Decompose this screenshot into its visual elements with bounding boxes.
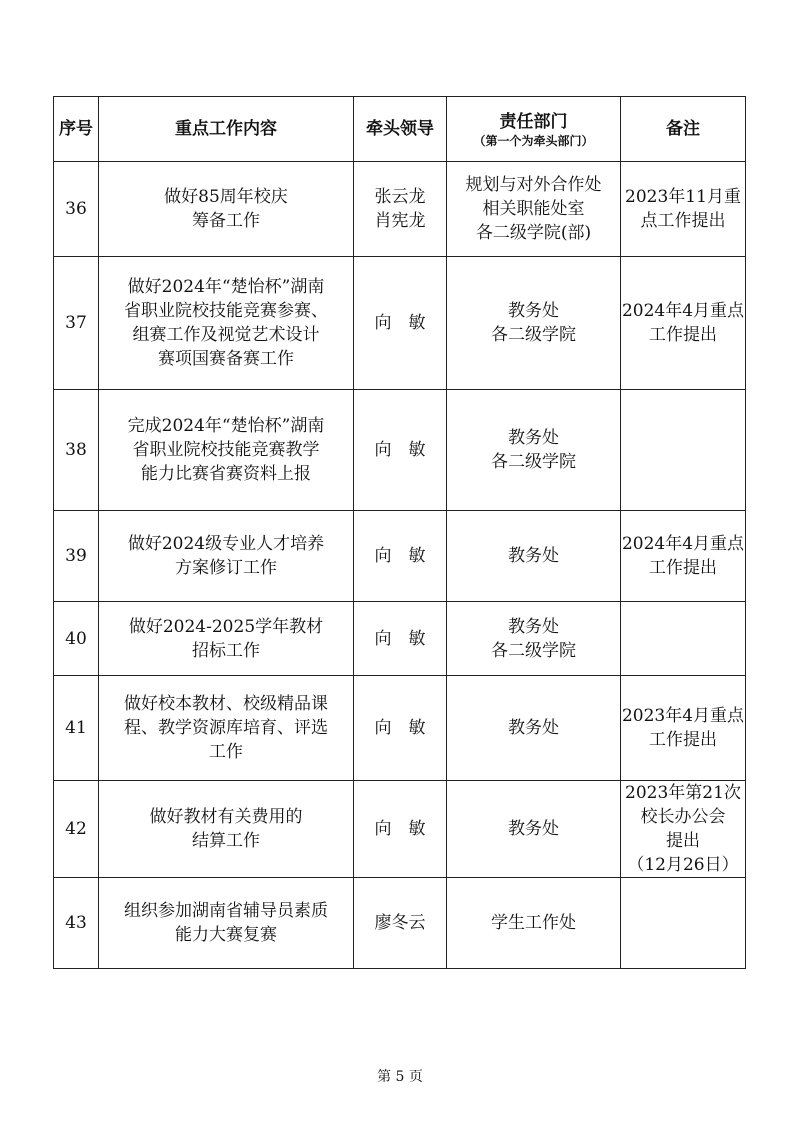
cell-remark: [621, 511, 746, 602]
cell-remark-line: 提出: [666, 831, 700, 851]
cell-remark: [621, 257, 746, 390]
cell-dept-line: 学生工作处: [491, 913, 576, 933]
cell-remark: [621, 878, 746, 969]
cell-remark-line: 2023年11月重: [625, 187, 741, 207]
cell-leader: [354, 511, 447, 602]
cell-content-line: 程、教学资源库培育、评选: [124, 718, 328, 738]
cell-leader-line: 向 敏: [374, 313, 426, 333]
cell-no: 39: [54, 511, 99, 602]
cell-leader: [354, 602, 447, 676]
cell-content: [99, 878, 354, 969]
cell-remark: [621, 162, 746, 257]
cell-content-line: 招标工作: [192, 640, 260, 661]
cell-leader-line: 向 敏: [374, 718, 426, 738]
cell-content-line: 能力比赛省赛资料上报: [141, 464, 311, 484]
header-row: [54, 97, 746, 162]
cell-no: 43: [54, 878, 99, 969]
table-row: [54, 676, 746, 781]
cell-remark-line: （12月26日）: [627, 855, 739, 875]
cell-leader: [354, 878, 447, 969]
table-body: [54, 162, 746, 969]
header-dept-note: （第一个为牵头部门）: [473, 133, 594, 148]
cell-content-line: 工作: [209, 742, 243, 762]
table-row: [54, 602, 746, 676]
cell-content-line: 做好教材有关费用的: [149, 807, 303, 827]
cell-remark: [621, 781, 746, 878]
table-row: [54, 781, 746, 878]
cell-no: 38: [54, 390, 99, 511]
cell-content: [99, 781, 354, 878]
cell-content-line: 能力大赛复赛: [175, 925, 277, 945]
cell-content-line: 组赛工作及视觉艺术设计: [132, 325, 320, 345]
cell-leader-line: 廖冬云: [374, 913, 426, 933]
cell-dept-line: 各二级学院: [491, 452, 576, 472]
cell-leader-line: 张云龙: [374, 187, 426, 207]
cell-content: [99, 390, 354, 511]
cell-dept: [447, 162, 621, 257]
cell-leader: [354, 162, 447, 257]
cell-remark-line: 2024年4月重点: [621, 534, 745, 554]
cell-remark: [621, 676, 746, 781]
cell-content-line: 做好校本教材、校级精品课: [124, 694, 328, 714]
cell-content-line: 省职业院校技能竞赛参赛、: [124, 301, 328, 321]
header-content: 重点工作内容: [99, 97, 354, 162]
cell-content-line: 做好2024-2025学年教材: [128, 616, 324, 637]
cell-dept: [447, 602, 621, 676]
table-row: [54, 878, 746, 969]
cell-content-line: 做好2024级专业人才培养: [127, 534, 325, 554]
cell-content: [99, 602, 354, 676]
cell-content-line: 完成2024年“楚怡杯”湖南: [127, 416, 325, 436]
cell-content-line: 赛项国赛备赛工作: [158, 349, 294, 369]
cell-remark-line: 2023年第21次: [625, 783, 741, 803]
header-remark: 备注: [621, 97, 746, 162]
cell-leader-line: 向 敏: [374, 819, 426, 839]
cell-content-line: 方案修订工作: [175, 558, 277, 578]
cell-remark: [621, 602, 746, 676]
cell-dept-line: 规划与对外合作处: [465, 175, 602, 195]
cell-leader: [354, 676, 447, 781]
cell-no: 36: [54, 162, 99, 257]
cell-content-line: 做好85周年校庆: [164, 187, 288, 207]
cell-no: 37: [54, 257, 99, 390]
cell-dept: [447, 781, 621, 878]
table-row: [54, 511, 746, 602]
cell-no: 40: [54, 602, 99, 676]
work-table: [53, 96, 746, 969]
cell-leader: [354, 781, 447, 878]
table-row: [54, 390, 746, 511]
cell-remark-line: 点工作提出: [640, 211, 726, 231]
cell-leader-line: 向 敏: [374, 546, 426, 566]
cell-content-line: 做好2024年“楚怡杯”湖南: [127, 277, 325, 297]
cell-content: [99, 162, 354, 257]
cell-content-line: 结算工作: [192, 831, 260, 851]
cell-content: [99, 511, 354, 602]
cell-content-line: 省职业院校技能竞赛教学: [132, 440, 320, 460]
cell-remark-line: 工作提出: [649, 558, 717, 578]
cell-dept-line: 教务处: [508, 718, 559, 738]
header-no: 序号: [54, 97, 99, 162]
cell-content: [99, 676, 354, 781]
cell-leader-line: 肖宪龙: [374, 211, 426, 231]
cell-dept: [447, 511, 621, 602]
cell-dept: [447, 257, 621, 390]
cell-content: [99, 257, 354, 390]
cell-dept-line: 各二级学院: [491, 325, 576, 345]
cell-dept-line: 教务处: [508, 616, 559, 637]
cell-dept-line: 教务处: [508, 428, 559, 448]
cell-dept-line: 教务处: [508, 301, 559, 321]
table-row: [54, 162, 746, 257]
cell-content-line: 组织参加湖南省辅导员素质: [124, 901, 328, 921]
header-dept: [447, 97, 621, 162]
cell-dept-line: 各二级学院(部): [475, 223, 592, 243]
cell-dept-line: 各二级学院: [491, 640, 576, 661]
cell-dept: [447, 878, 621, 969]
cell-remark-line: 校长办公会: [640, 807, 726, 827]
cell-remark-line: 工作提出: [649, 730, 717, 750]
header-leader: 牵头领导: [354, 97, 447, 162]
cell-remark: [621, 390, 746, 511]
cell-remark-line: 2024年4月重点: [621, 301, 745, 321]
table-row: [54, 257, 746, 390]
cell-leader: [354, 390, 447, 511]
cell-remark-line: 工作提出: [649, 325, 717, 345]
cell-no: 42: [54, 781, 99, 878]
page-number: 第 5 页: [377, 1069, 423, 1085]
header-dept-title: 责任部门: [499, 111, 568, 132]
cell-leader-line: 向 敏: [374, 628, 426, 649]
cell-dept: [447, 676, 621, 781]
cell-content-line: 筹备工作: [192, 211, 260, 231]
cell-remark-line: 2023年4月重点: [621, 706, 745, 726]
cell-no: 41: [54, 676, 99, 781]
cell-dept-line: 教务处: [508, 546, 559, 566]
cell-leader-line: 向 敏: [374, 440, 426, 460]
cell-dept-line: 相关职能处室: [482, 199, 585, 219]
cell-leader: [354, 257, 447, 390]
cell-dept-line: 教务处: [508, 819, 559, 839]
cell-dept: [447, 390, 621, 511]
